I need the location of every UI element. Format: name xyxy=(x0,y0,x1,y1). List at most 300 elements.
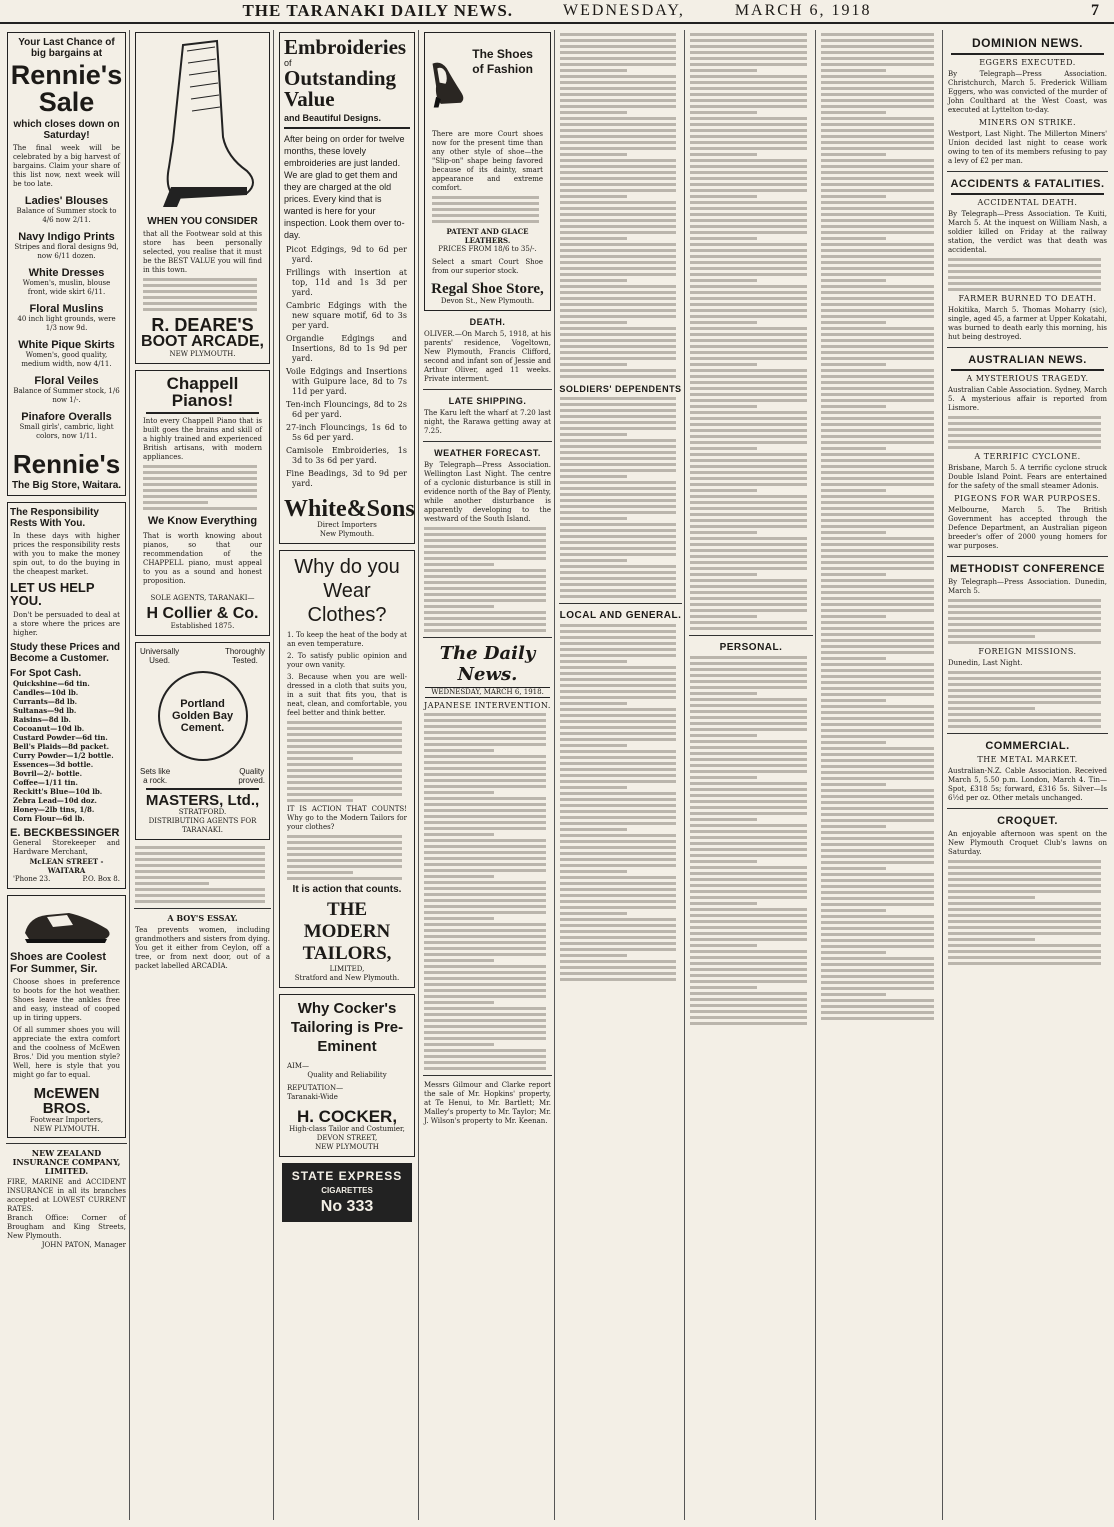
text-line xyxy=(432,220,539,223)
text-line xyxy=(821,963,934,966)
column-7-filler xyxy=(818,33,942,1020)
cocker-ad xyxy=(279,994,415,1157)
text-line xyxy=(690,974,807,977)
text-line xyxy=(948,677,1101,680)
text-line xyxy=(948,944,1101,947)
text-line xyxy=(690,824,807,827)
text-line xyxy=(560,678,676,681)
divider xyxy=(423,637,552,638)
text-line xyxy=(560,648,676,651)
text-line xyxy=(821,747,934,750)
text-line xyxy=(690,45,807,48)
clothes-q: IT IS ACTION THAT COUNTS! Why go to the Modern Tailors for your clothes? xyxy=(287,805,407,831)
text-line xyxy=(560,75,676,78)
text-line xyxy=(424,629,546,632)
text-line xyxy=(821,597,934,600)
beck-h2: LET US HELP YOU. xyxy=(10,580,95,608)
text-line xyxy=(821,933,934,936)
mcewen-h: Shoes are Coolest For Summer, Sir. xyxy=(10,951,106,975)
text-line xyxy=(821,267,934,270)
text-line xyxy=(424,1067,546,1070)
text-line xyxy=(690,543,807,546)
text-line xyxy=(135,882,209,885)
text-line xyxy=(143,477,257,480)
price-item: Quickshine—6d tin. xyxy=(13,679,90,688)
rennie-item-title: Floral Muslins xyxy=(29,303,104,315)
text-line xyxy=(560,321,627,324)
tailors-ltd: LIMITED, xyxy=(329,965,365,973)
text-line xyxy=(424,863,546,866)
embroidery-item: Organdie Edgings and Insertions, 8d to 1s 9d per yard. xyxy=(286,334,407,363)
text-line xyxy=(560,309,676,312)
text-line xyxy=(560,750,676,753)
text-line xyxy=(821,849,934,852)
deare-ad xyxy=(135,32,270,364)
regal-shoe-ad xyxy=(424,32,551,311)
text-line xyxy=(821,357,934,360)
text-line xyxy=(560,159,676,162)
text-line xyxy=(821,255,934,258)
text-line xyxy=(560,255,676,258)
text-line xyxy=(560,93,676,96)
text-line xyxy=(821,483,934,486)
text-line xyxy=(821,723,934,726)
clothes-reason: 1. To keep the heat of the body at an even temperature. xyxy=(287,631,407,648)
methodist-h: METHODIST CONFERENCE xyxy=(950,563,1105,575)
text-line xyxy=(560,666,676,669)
text-line xyxy=(424,1031,546,1034)
text-line xyxy=(424,923,546,926)
text-line xyxy=(143,465,257,468)
text-line xyxy=(135,900,265,903)
text-line xyxy=(821,867,886,870)
text-line xyxy=(690,698,807,701)
local-general-body xyxy=(557,624,684,981)
text-line xyxy=(424,755,546,758)
text-line xyxy=(560,105,676,108)
text-line xyxy=(560,397,676,400)
text-line xyxy=(424,551,546,554)
text-line xyxy=(948,707,1035,710)
text-line xyxy=(560,225,676,228)
text-line xyxy=(690,525,807,528)
masthead-date: MARCH 6, 1918 xyxy=(734,2,872,19)
accidental-death-h: ACCIDENTAL DEATH. xyxy=(977,198,1078,207)
text-line xyxy=(690,836,807,839)
text-line xyxy=(424,899,546,902)
text-line xyxy=(821,75,934,78)
text-line xyxy=(560,912,627,915)
croquet-p: An enjoyable afternoon was spent on the New Plymouth Croquet Club's lawns on Saturday. xyxy=(948,830,1107,856)
text-line xyxy=(560,714,676,717)
text-line xyxy=(821,909,886,912)
text-line xyxy=(821,63,934,66)
state-l2: CIGARETTES xyxy=(321,1186,373,1195)
text-line xyxy=(821,855,934,858)
text-line xyxy=(948,641,1101,644)
text-line xyxy=(560,690,676,693)
text-line xyxy=(424,893,546,896)
text-line xyxy=(560,840,676,843)
text-line xyxy=(690,680,807,683)
text-line xyxy=(560,177,676,180)
text-line xyxy=(948,605,1101,608)
price-item: Sultanas—9d lb. xyxy=(13,706,77,715)
text-line xyxy=(690,453,807,456)
text-line xyxy=(821,57,934,60)
text-line xyxy=(821,363,886,366)
text-line xyxy=(690,998,807,1001)
text-line xyxy=(560,589,676,592)
accident-body xyxy=(945,258,1110,291)
text-line xyxy=(948,860,1101,863)
text-line xyxy=(560,63,676,66)
text-line xyxy=(821,81,934,84)
text-line xyxy=(821,591,934,594)
text-line xyxy=(690,764,807,767)
text-line xyxy=(821,603,934,606)
text-line xyxy=(690,57,807,60)
text-line xyxy=(821,441,934,444)
text-line xyxy=(560,487,676,490)
text-line xyxy=(560,375,676,378)
cement-b4: proved. xyxy=(238,776,265,785)
text-line xyxy=(690,579,807,582)
text-line xyxy=(560,918,676,921)
text-line xyxy=(560,523,676,526)
text-line xyxy=(690,908,807,911)
text-line xyxy=(690,627,807,630)
price-item: Honey—2lb tins, 1/8. xyxy=(13,805,95,814)
text-line xyxy=(424,845,546,848)
text-line xyxy=(821,279,886,282)
text-line xyxy=(560,273,676,276)
text-line xyxy=(143,278,257,281)
tragedy-h: A MYSTERIOUS TRAGEDY. xyxy=(966,374,1089,383)
text-line xyxy=(821,489,886,492)
price-item: Cocoanut—10d lb. xyxy=(13,724,85,733)
text-line xyxy=(821,459,934,462)
text-line xyxy=(287,721,402,724)
text-line xyxy=(821,87,934,90)
text-line xyxy=(690,674,807,677)
text-line xyxy=(690,968,807,971)
cement-top xyxy=(140,647,265,665)
text-line xyxy=(424,623,546,626)
rennie-item-title: Ladies' Blouses xyxy=(24,195,109,207)
text-line xyxy=(690,447,757,450)
text-line xyxy=(560,415,676,418)
text-line xyxy=(690,375,807,378)
text-line xyxy=(690,225,807,228)
text-line xyxy=(690,477,807,480)
text-line xyxy=(560,327,676,330)
text-line xyxy=(690,141,807,144)
text-line xyxy=(821,369,934,372)
text-line xyxy=(690,291,807,294)
text-line xyxy=(690,261,807,264)
chappell-est: Established 1875. xyxy=(170,622,235,630)
rennie-item-desc: Women's, good quality, medium width, now 4/11. xyxy=(21,351,112,368)
text-line xyxy=(821,879,934,882)
text-line xyxy=(690,728,807,731)
column-4 xyxy=(421,30,555,1520)
text-line xyxy=(690,429,807,432)
text-line xyxy=(690,561,807,564)
text-line xyxy=(690,357,807,360)
text-line xyxy=(560,469,676,472)
text-line xyxy=(560,978,676,981)
text-line xyxy=(287,775,402,778)
price-item: Corn Flour—6d lb. xyxy=(13,814,85,823)
rennie-top: Your Last Chance of big bargains at xyxy=(18,37,115,59)
tailors-town: Stratford and New Plymouth. xyxy=(294,974,400,982)
text-line xyxy=(821,423,934,426)
text-line xyxy=(690,93,807,96)
text-line xyxy=(690,692,757,695)
text-line xyxy=(560,69,627,72)
text-line xyxy=(424,563,494,566)
text-line xyxy=(424,533,546,536)
text-line xyxy=(560,195,627,198)
text-line xyxy=(560,762,676,765)
text-line xyxy=(143,290,257,293)
text-line xyxy=(948,719,1101,722)
personal-h: PERSONAL. xyxy=(719,642,783,653)
text-line xyxy=(690,890,807,893)
text-line xyxy=(948,635,1035,638)
text-line xyxy=(690,201,807,204)
text-line xyxy=(560,654,676,657)
text-line xyxy=(690,153,757,156)
text-line xyxy=(821,465,934,468)
text-line xyxy=(821,159,934,162)
rennie-item-desc: Balance of Summer stock to 4/6 now 2/11. xyxy=(16,207,117,224)
text-line xyxy=(560,930,676,933)
text-line xyxy=(690,399,807,402)
text-line xyxy=(560,99,676,102)
text-line xyxy=(821,309,934,312)
text-line xyxy=(424,575,546,578)
embroidery-item: 27-inch Flouncings, 1s 6d to 5s 6d per yard. xyxy=(286,423,407,442)
text-line xyxy=(690,171,807,174)
embroidery-item: Frillings with insertion at top, 11d and 1s 3d per yard. xyxy=(286,268,407,297)
text-line xyxy=(143,471,257,474)
text-line xyxy=(821,555,934,558)
text-line xyxy=(560,541,676,544)
text-line xyxy=(424,773,546,776)
text-line xyxy=(821,375,934,378)
text-line xyxy=(821,531,886,534)
embroidery-item: Voile Edgings and Insertions with Guipure lace, 8d to 7s 11d per yard. xyxy=(286,367,407,396)
text-line xyxy=(424,977,546,980)
text-line xyxy=(948,932,1101,935)
text-line xyxy=(821,219,934,222)
text-line xyxy=(948,956,1101,959)
cocker-rep: REPUTATION— xyxy=(287,1084,344,1092)
text-line xyxy=(948,872,1101,875)
text-line xyxy=(424,731,546,734)
cement-l2: Used. xyxy=(149,656,171,665)
text-line xyxy=(287,769,402,772)
regal-leather: PATENT AND GLACE LEATHERS. xyxy=(446,227,529,245)
text-line xyxy=(424,1013,546,1016)
cement-r1: Thoroughly xyxy=(224,647,265,656)
text-line xyxy=(560,481,676,484)
text-line xyxy=(560,798,676,801)
text-line xyxy=(424,1037,546,1040)
text-line xyxy=(560,595,676,598)
text-line xyxy=(821,435,934,438)
text-line xyxy=(690,794,807,797)
text-line xyxy=(821,945,934,948)
text-line xyxy=(424,911,546,914)
price-item: Curry Powder—1/2 bottle. xyxy=(13,751,114,760)
cyclone-h: A TERRIFIC CYCLONE. xyxy=(974,452,1081,461)
text-line xyxy=(287,877,402,880)
divider xyxy=(134,908,271,909)
nzi-office: Branch Office: Corner of Brougham and King Streets, New Plymouth. xyxy=(7,1214,126,1240)
text-line xyxy=(821,621,934,624)
text-line xyxy=(821,519,934,522)
text-line xyxy=(424,815,546,818)
beck-contact xyxy=(10,875,123,884)
text-line xyxy=(560,906,676,909)
text-line xyxy=(948,611,1101,614)
text-line xyxy=(690,237,757,240)
text-line xyxy=(690,417,807,420)
text-line xyxy=(690,465,807,468)
text-line xyxy=(560,439,676,442)
text-line xyxy=(821,111,886,114)
text-line xyxy=(821,711,934,714)
text-line xyxy=(560,183,676,186)
white-town: New Plymouth. xyxy=(319,530,375,538)
text-line xyxy=(560,948,676,951)
text-line xyxy=(821,831,934,834)
text-line xyxy=(690,980,807,983)
text-line xyxy=(690,243,807,246)
cement-b2: a rock. xyxy=(143,776,168,785)
text-line xyxy=(560,189,676,192)
text-line xyxy=(948,416,1101,419)
text-line xyxy=(560,279,627,282)
text-line xyxy=(821,327,934,330)
text-line xyxy=(560,57,676,60)
text-line xyxy=(948,884,1101,887)
text-line xyxy=(821,249,934,252)
text-line xyxy=(948,617,1101,620)
text-line xyxy=(690,668,807,671)
text-line xyxy=(424,917,494,920)
beck-h1: The Responsibility Rests With You. xyxy=(10,507,99,529)
rule xyxy=(951,369,1104,371)
text-line xyxy=(948,713,1101,716)
text-line xyxy=(424,1007,546,1010)
cocker-h: Why Cocker's Tailoring is Pre-Eminent xyxy=(290,1000,404,1055)
text-line xyxy=(821,471,934,474)
text-line xyxy=(821,615,886,618)
text-line xyxy=(821,561,934,564)
beck-desc: General Storekeeper and Hardware Merchant, xyxy=(13,839,120,856)
text-line xyxy=(690,219,807,222)
text-line xyxy=(560,942,676,945)
text-line xyxy=(821,129,934,132)
weather-h: WEATHER FORECAST. xyxy=(434,448,541,458)
text-line xyxy=(560,117,676,120)
text-line xyxy=(821,105,934,108)
column-2-filler xyxy=(132,846,273,903)
text-line xyxy=(560,45,676,48)
text-line xyxy=(560,315,676,318)
mcewen-sub: Footwear Importers, xyxy=(29,1116,104,1124)
text-line xyxy=(560,768,676,771)
text-line xyxy=(690,351,807,354)
text-line xyxy=(560,165,676,168)
text-line xyxy=(287,793,402,796)
text-line xyxy=(690,956,807,959)
text-line xyxy=(424,545,546,548)
death-p: OLIVER.—On March 5, 1918, at his parents' residence, Vogeltown, New Plymouth, Francis Clifford, second and infant son of Jessie and Arthur Oliver, aged 11 weeks. Private interment. xyxy=(424,330,551,383)
shoe-illustration xyxy=(17,899,117,947)
text-line xyxy=(690,567,807,570)
column-8 xyxy=(945,30,1110,1520)
rennie-item-desc: Stripes and floral designs 9d, now 6/11 dozen. xyxy=(14,243,119,260)
text-line xyxy=(560,529,676,532)
text-line xyxy=(821,1011,934,1014)
text-line xyxy=(821,1005,934,1008)
mcewen-town: NEW PLYMOUTH. xyxy=(33,1125,100,1133)
deare-name: R. DEARE'S xyxy=(151,315,254,335)
text-line xyxy=(424,617,546,620)
text-line xyxy=(821,633,934,636)
text-line xyxy=(948,258,1101,261)
beckbessinger-ad xyxy=(7,502,126,889)
text-line xyxy=(690,519,807,522)
text-line xyxy=(690,986,757,989)
text-line xyxy=(821,681,934,684)
text-line xyxy=(948,288,1101,291)
text-line xyxy=(424,905,546,908)
accidents-h: ACCIDENTS & FATALITIES. xyxy=(950,178,1105,190)
text-line xyxy=(948,671,1101,674)
text-line xyxy=(690,423,807,426)
newspaper-title: THE TARANAKI DAILY NEWS. xyxy=(242,1,514,20)
text-line xyxy=(560,231,676,234)
text-line xyxy=(690,686,807,689)
text-line xyxy=(424,941,546,944)
text-line xyxy=(560,535,676,538)
cement-s3: Cement. xyxy=(180,722,225,734)
text-line xyxy=(287,859,402,862)
text-line xyxy=(690,333,807,336)
text-line xyxy=(690,495,807,498)
text-line xyxy=(821,861,934,864)
text-line xyxy=(690,555,807,558)
text-line xyxy=(821,189,934,192)
cocker-sub: High-class Tailor and Costumier, xyxy=(289,1125,405,1133)
text-line xyxy=(560,297,676,300)
text-line xyxy=(821,813,934,816)
text-line xyxy=(690,884,807,887)
clothes-list xyxy=(284,631,410,718)
text-line xyxy=(560,888,676,891)
text-line xyxy=(948,440,1101,443)
chappell-h2: We Know Everything xyxy=(147,515,258,527)
price-item: Reckitt's Blue—10d lb. xyxy=(13,787,103,796)
text-line xyxy=(821,123,934,126)
local-general-h: LOCAL AND GENERAL. xyxy=(559,610,682,621)
